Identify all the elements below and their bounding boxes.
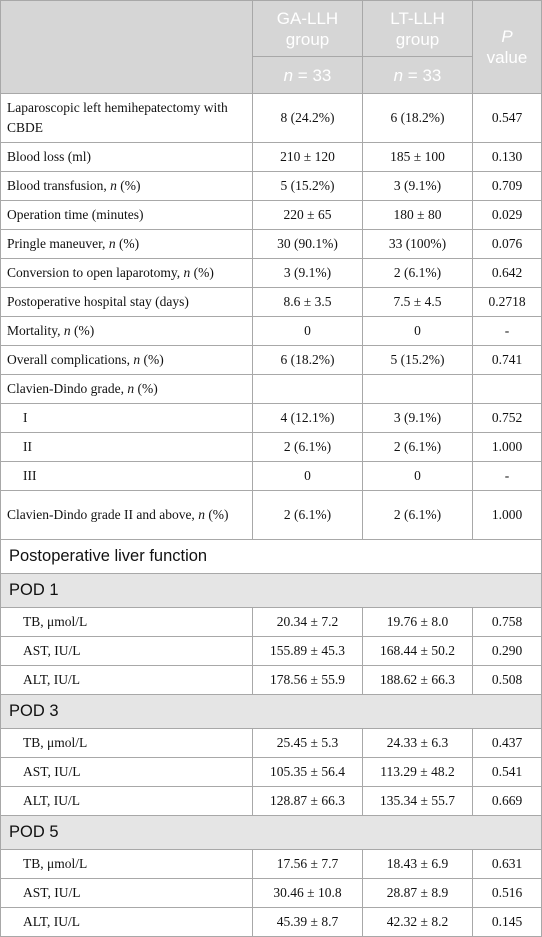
ga-llh-value: 0 <box>253 317 363 346</box>
lt-llh-value: 113.29 ± 48.2 <box>363 758 473 787</box>
p-value: - <box>473 462 542 491</box>
lt-llh-value: 19.76 ± 8.0 <box>363 608 473 637</box>
table-row <box>1 346 542 375</box>
lt-llh-value: 2 (6.1%) <box>363 433 473 462</box>
table-row <box>1 288 542 317</box>
row-label: AST, IU/L <box>1 637 253 666</box>
ga-llh-value: 6 (18.2%) <box>253 346 363 375</box>
p-value: 0.752 <box>473 404 542 433</box>
p-value: 0.290 <box>473 637 542 666</box>
table-row <box>1 729 542 758</box>
ga-llh-value: 30.46 ± 10.8 <box>253 879 363 908</box>
header-ga-n: n = 33 <box>253 57 363 94</box>
header-p-value: P value <box>473 1 542 94</box>
p-value: 0.758 <box>473 608 542 637</box>
lt-llh-value: 185 ± 100 <box>363 143 473 172</box>
table-row <box>1 143 542 172</box>
p-value: 0.547 <box>473 94 542 143</box>
p-value: 0.642 <box>473 259 542 288</box>
lt-llh-value: 0 <box>363 317 473 346</box>
lt-llh-value: 18.43 ± 6.9 <box>363 850 473 879</box>
ga-llh-value: 0 <box>253 462 363 491</box>
row-label: ALT, IU/L <box>1 787 253 816</box>
table-row <box>1 758 542 787</box>
row-label: I <box>1 404 253 433</box>
row-label: Clavien-Dindo grade, n (%) <box>1 375 253 404</box>
row-label: AST, IU/L <box>1 758 253 787</box>
ga-llh-value: 30 (90.1%) <box>253 230 363 259</box>
ga-llh-value: 155.89 ± 45.3 <box>253 637 363 666</box>
header-blank-cell <box>1 1 253 94</box>
lt-llh-value: 2 (6.1%) <box>363 259 473 288</box>
table-row <box>1 259 542 288</box>
table-row <box>1 230 542 259</box>
pod-title: POD 3 <box>1 695 542 729</box>
p-value: 0.145 <box>473 908 542 937</box>
table-row <box>1 462 542 491</box>
p-value: 0.516 <box>473 879 542 908</box>
lt-llh-value: 7.5 ± 4.5 <box>363 288 473 317</box>
ga-llh-value: 128.87 ± 66.3 <box>253 787 363 816</box>
table-row <box>1 433 542 462</box>
row-label: II <box>1 433 253 462</box>
row-label: TB, μmol/L <box>1 850 253 879</box>
row-label: AST, IU/L <box>1 879 253 908</box>
p-value: 0.669 <box>473 787 542 816</box>
row-label: Blood transfusion, n (%) <box>1 172 253 201</box>
lt-llh-value: 0 <box>363 462 473 491</box>
ga-llh-value: 45.39 ± 8.7 <box>253 908 363 937</box>
header-ga-llh: GA-LLH group <box>253 1 363 57</box>
pod-header-row <box>1 816 542 850</box>
table-row <box>1 375 542 404</box>
lt-llh-value <box>363 375 473 404</box>
row-label: TB, μmol/L <box>1 608 253 637</box>
ga-llh-value: 4 (12.1%) <box>253 404 363 433</box>
ga-llh-value: 25.45 ± 5.3 <box>253 729 363 758</box>
ga-llh-value: 105.35 ± 56.4 <box>253 758 363 787</box>
lt-llh-value: 6 (18.2%) <box>363 94 473 143</box>
lt-llh-value: 3 (9.1%) <box>363 172 473 201</box>
lt-llh-value: 188.62 ± 66.3 <box>363 666 473 695</box>
pod-title: POD 5 <box>1 816 542 850</box>
row-label: TB, μmol/L <box>1 729 253 758</box>
lt-llh-value: 168.44 ± 50.2 <box>363 637 473 666</box>
lt-llh-value: 180 ± 80 <box>363 201 473 230</box>
ga-llh-value: 210 ± 120 <box>253 143 363 172</box>
table-row <box>1 666 542 695</box>
lt-llh-value: 33 (100%) <box>363 230 473 259</box>
table-row <box>1 850 542 879</box>
table-row <box>1 637 542 666</box>
ga-llh-value <box>253 375 363 404</box>
ga-llh-value: 3 (9.1%) <box>253 259 363 288</box>
table-row <box>1 94 542 143</box>
table-row <box>1 201 542 230</box>
section-title: Postoperative liver function <box>1 540 542 574</box>
row-label: ALT, IU/L <box>1 666 253 695</box>
p-value: 0.029 <box>473 201 542 230</box>
pod-title: POD 1 <box>1 574 542 608</box>
row-label: Clavien-Dindo grade II and above, n (%) <box>1 491 253 540</box>
row-label: Postoperative hospital stay (days) <box>1 288 253 317</box>
ga-llh-value: 8.6 ± 3.5 <box>253 288 363 317</box>
lt-llh-value: 24.33 ± 6.3 <box>363 729 473 758</box>
ga-llh-value: 178.56 ± 55.9 <box>253 666 363 695</box>
p-value: 0.631 <box>473 850 542 879</box>
table-row <box>1 879 542 908</box>
ga-llh-value: 20.34 ± 7.2 <box>253 608 363 637</box>
lt-llh-value: 5 (15.2%) <box>363 346 473 375</box>
row-label: Laparoscopic left hemihepatectomy with CBDE <box>1 94 253 143</box>
table-row <box>1 608 542 637</box>
ga-llh-value: 17.56 ± 7.7 <box>253 850 363 879</box>
p-value: 0.508 <box>473 666 542 695</box>
row-label: Overall complications, n (%) <box>1 346 253 375</box>
table-row <box>1 908 542 937</box>
row-label: Blood loss (ml) <box>1 143 253 172</box>
lt-llh-value: 28.87 ± 8.9 <box>363 879 473 908</box>
p-value: 0.2718 <box>473 288 542 317</box>
header-row <box>1 1 542 57</box>
p-value: 0.076 <box>473 230 542 259</box>
table-row <box>1 172 542 201</box>
table-row <box>1 491 542 540</box>
row-label: Pringle maneuver, n (%) <box>1 230 253 259</box>
p-value: 1.000 <box>473 433 542 462</box>
header-lt-llh: LT-LLH group <box>363 1 473 57</box>
section-header-liver-function <box>1 540 542 574</box>
p-value: 0.130 <box>473 143 542 172</box>
ga-llh-value: 5 (15.2%) <box>253 172 363 201</box>
p-value: 0.437 <box>473 729 542 758</box>
p-value: 0.709 <box>473 172 542 201</box>
row-label: Operation time (minutes) <box>1 201 253 230</box>
table-row <box>1 404 542 433</box>
p-value: 0.741 <box>473 346 542 375</box>
row-label: III <box>1 462 253 491</box>
row-label: Mortality, n (%) <box>1 317 253 346</box>
row-label: ALT, IU/L <box>1 908 253 937</box>
ga-llh-value: 8 (24.2%) <box>253 94 363 143</box>
table-row <box>1 317 542 346</box>
table-row <box>1 787 542 816</box>
p-value <box>473 375 542 404</box>
p-value: 0.541 <box>473 758 542 787</box>
ga-llh-value: 2 (6.1%) <box>253 433 363 462</box>
pod-header-row <box>1 695 542 729</box>
ga-llh-value: 2 (6.1%) <box>253 491 363 540</box>
ga-llh-value: 220 ± 65 <box>253 201 363 230</box>
lt-llh-value: 3 (9.1%) <box>363 404 473 433</box>
pod-header-row <box>1 574 542 608</box>
p-value: 1.000 <box>473 491 542 540</box>
lt-llh-value: 135.34 ± 55.7 <box>363 787 473 816</box>
lt-llh-value: 2 (6.1%) <box>363 491 473 540</box>
header-lt-n: n = 33 <box>363 57 473 94</box>
p-value: - <box>473 317 542 346</box>
lt-llh-value: 42.32 ± 8.2 <box>363 908 473 937</box>
row-label: Conversion to open laparotomy, n (%) <box>1 259 253 288</box>
